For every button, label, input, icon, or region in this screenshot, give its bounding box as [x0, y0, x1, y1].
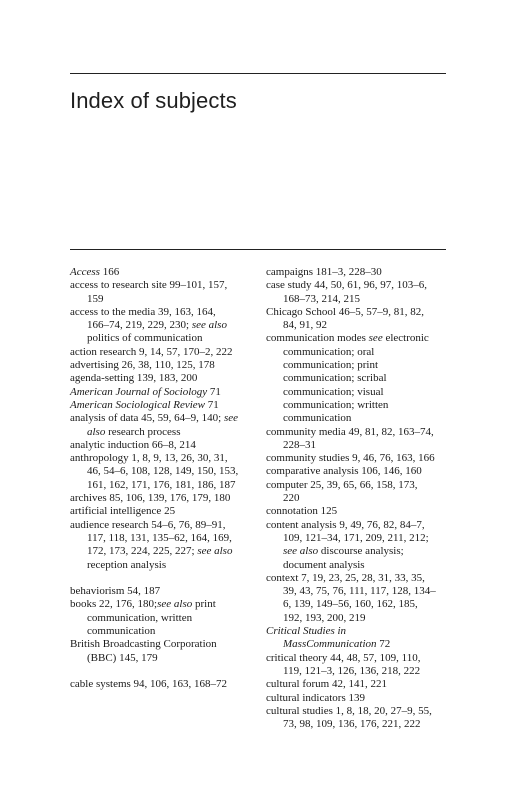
entry-text: context 7, 19, 23, 25, 28, 31, 33, 35, [266, 571, 425, 584]
index-entry-continuation [70, 612, 255, 625]
entry-text: see also [191, 319, 227, 332]
entry-text: 46, 54–6, 108, 128, 149, 150, 153, [87, 465, 239, 478]
index-entry [266, 332, 451, 345]
index-entry [70, 279, 255, 292]
entry-text: 166–74, 219, 229, 230; [87, 319, 192, 332]
entry-text: British Broadcasting Corporation [70, 638, 217, 651]
entry-text: cultural forum 42, 141, 221 [266, 678, 387, 691]
index-entry [266, 465, 451, 478]
index-entry [70, 585, 255, 598]
entry-text: Chicago School 46–5, 57–9, 81, 82, [266, 305, 424, 318]
index-entry [266, 572, 451, 585]
index-entry [70, 519, 255, 532]
index-entry [70, 306, 255, 319]
index-entry-continuation [70, 465, 255, 478]
entry-text: 166 [99, 266, 120, 278]
index-entry [266, 652, 451, 665]
index-entry [70, 399, 255, 412]
index-entry [70, 439, 255, 452]
index-entry-continuation [266, 532, 451, 545]
entry-text: action research 9, 14, 57, 170–2, 222 [70, 345, 233, 358]
index-entry-continuation [266, 439, 451, 452]
entry-text: anthropology 1, 8, 9, 13, 26, 30, 31, [70, 452, 228, 465]
index-entry-continuation [266, 386, 451, 399]
index-entry [70, 412, 255, 425]
entry-text: case study 44, 50, 61, 96, 97, 103–6, [266, 279, 428, 292]
index-entry [266, 705, 451, 718]
index-entry [266, 505, 451, 518]
entry-text: communication [87, 625, 156, 638]
entry-text: community media 49, 81, 82, 163–74, [266, 425, 434, 438]
entry-text: 220 [283, 492, 300, 505]
entry-text: communication; oral [283, 345, 375, 358]
entry-text: audience research 54–6, 76, 89–91, [70, 518, 226, 531]
index-entry-continuation [266, 638, 451, 651]
index-entry-continuation [266, 585, 451, 598]
entry-text: 172, 173, 224, 225, 227; [87, 545, 198, 558]
index-entry-continuation [70, 479, 255, 492]
entry-text: 192, 193, 200, 219 [283, 611, 366, 624]
index-entry-continuation [266, 545, 451, 558]
index-entry-continuation [70, 332, 255, 345]
index-entry [266, 266, 451, 279]
entry-text: (BBC) 145, 179 [87, 651, 158, 664]
index-entry [266, 279, 451, 292]
index-entry [266, 678, 451, 691]
entry-text: see [223, 412, 239, 425]
index-entry [70, 638, 255, 651]
entry-text: critical theory 44, 48, 57, 109, 110, [266, 651, 421, 664]
entry-text: analysis of data 45, 59, 64–9, 140; [70, 412, 224, 425]
index-entry [70, 372, 255, 385]
index-entry [70, 266, 255, 279]
index-entry-continuation [266, 412, 451, 425]
entry-text: access to the media 39, 163, 164, [70, 305, 216, 318]
index-entry [70, 386, 255, 399]
index-entry-continuation [266, 598, 451, 611]
entry-text: 168–73, 214, 215 [283, 292, 360, 305]
entry-text: 39, 43, 75, 76, 111, 117, 128, 134– [283, 585, 436, 598]
index-entry-continuation [266, 718, 451, 731]
entry-text: community studies 9, 46, 76, 163, 166 [266, 452, 435, 465]
entry-text: communication; scribal [283, 372, 387, 385]
index-entry-continuation [266, 319, 451, 332]
entry-text: document analysis [283, 558, 365, 571]
entry-text: cultural studies 1, 8, 18, 20, 27–9, 55, [266, 704, 432, 717]
entry-text: see also [197, 545, 233, 558]
page-title: Index of subjects [70, 88, 237, 113]
top-rule [70, 73, 446, 74]
entry-text: see also [283, 545, 319, 558]
entry-text: also [87, 425, 106, 438]
index-entry-continuation [266, 612, 451, 625]
entry-text: politics of communication [87, 332, 203, 345]
entry-text: archives 85, 106, 139, 176, 179, 180 [70, 492, 231, 505]
index-entry-continuation [70, 319, 255, 332]
entry-text: books 22, 176, 180; [70, 598, 158, 611]
entry-text: see [368, 332, 383, 345]
entry-text: 159 [87, 292, 104, 305]
index-entry-continuation [266, 665, 451, 678]
index-entry-continuation [70, 625, 255, 638]
index-entry-continuation [70, 293, 255, 306]
entry-text: reception analysis [87, 558, 167, 571]
index-entry [266, 519, 451, 532]
index-entry [266, 306, 451, 319]
index-entry [266, 452, 451, 465]
index-entry [70, 505, 255, 518]
entry-text: communication; written [283, 398, 389, 411]
entry-text: behaviorism 54, 187 [70, 585, 161, 598]
entry-text: 84, 91, 92 [283, 319, 327, 332]
entry-text: 109, 121–34, 171, 209, 211, 212; [283, 531, 429, 544]
entry-text: artificial intelligence 25 [70, 505, 176, 518]
entry-text: print [192, 598, 216, 611]
entry-text: cable systems 94, 106, 163, 168–72 [70, 678, 228, 691]
entry-text: content analysis 9, 49, 76, 82, 84–7, [266, 518, 425, 531]
index-entry-continuation [266, 372, 451, 385]
index-entry-continuation [266, 346, 451, 359]
index-entry-continuation [266, 559, 451, 572]
index-entry-continuation [70, 532, 255, 545]
entry-text: 71 [207, 385, 221, 398]
entry-text: advertising 26, 38, 110, 125, 178 [70, 359, 215, 372]
index-entry [266, 692, 451, 705]
entry-text: 161, 162, 171, 176, 181, 186, 187 [87, 478, 236, 491]
entry-text: American Journal of Sociology [70, 385, 208, 398]
entry-text: discourse analysis; [318, 545, 404, 558]
entry-text: electronic [382, 332, 429, 345]
entry-text: 119, 121–3, 126, 136, 218, 222 [283, 664, 421, 677]
index-entry-continuation [70, 652, 255, 665]
entry-text: access to research site 99–101, 157, [70, 279, 228, 292]
entry-text: campaigns 181–3, 228–30 [266, 266, 382, 278]
index-entry-continuation [70, 426, 255, 439]
entry-text: communication modes [266, 332, 369, 345]
entry-text: comparative analysis 106, 146, 160 [266, 465, 422, 478]
entry-text: see also [157, 598, 193, 611]
index-entry [70, 678, 255, 691]
index-entry [266, 479, 451, 492]
entry-text: 6, 139, 149–56, 160, 162, 185, [283, 598, 418, 611]
index-entry [70, 492, 255, 505]
entry-text: American Sociological Review [70, 398, 206, 411]
index-entry [70, 359, 255, 372]
entry-text: analytic induction 66–8, 214 [70, 438, 196, 451]
index-entry [70, 452, 255, 465]
index-entry-continuation [266, 293, 451, 306]
entry-text: 228–31 [283, 438, 316, 451]
entry-text: agenda-setting 139, 183, 200 [70, 372, 198, 385]
index-entry-continuation [266, 492, 451, 505]
entry-text: computer 25, 39, 65, 66, 158, 173, [266, 478, 418, 491]
entry-text: MassCommunication [283, 638, 377, 651]
entry-text: Access [70, 266, 100, 278]
index-entry-continuation [266, 399, 451, 412]
entry-text: 117, 118, 131, 135–62, 164, 169, [87, 531, 232, 544]
index-entry-continuation [70, 545, 255, 558]
entry-text: communication; visual [283, 385, 384, 398]
index-entry-continuation [70, 559, 255, 572]
entry-text: connotation 125 [266, 505, 338, 518]
index-entry-continuation [266, 359, 451, 372]
index-column-left [70, 266, 255, 692]
entry-text: cultural indicators 139 [266, 691, 365, 704]
index-column-right [266, 266, 451, 731]
entry-text: communication; print [283, 359, 379, 372]
index-entry [70, 346, 255, 359]
entry-text: 72 [376, 638, 391, 651]
entry-text: research process [105, 425, 181, 438]
entry-text: Critical Studies in [266, 625, 347, 638]
entry-text: 71 [205, 398, 219, 411]
index-entry [266, 625, 451, 638]
index-entry [70, 598, 255, 611]
index-entry [266, 426, 451, 439]
entry-text: 73, 98, 109, 136, 176, 221, 222 [283, 718, 421, 731]
entry-text: communication [283, 412, 352, 425]
entry-text: communication, written [87, 611, 193, 624]
section-rule [70, 249, 446, 250]
